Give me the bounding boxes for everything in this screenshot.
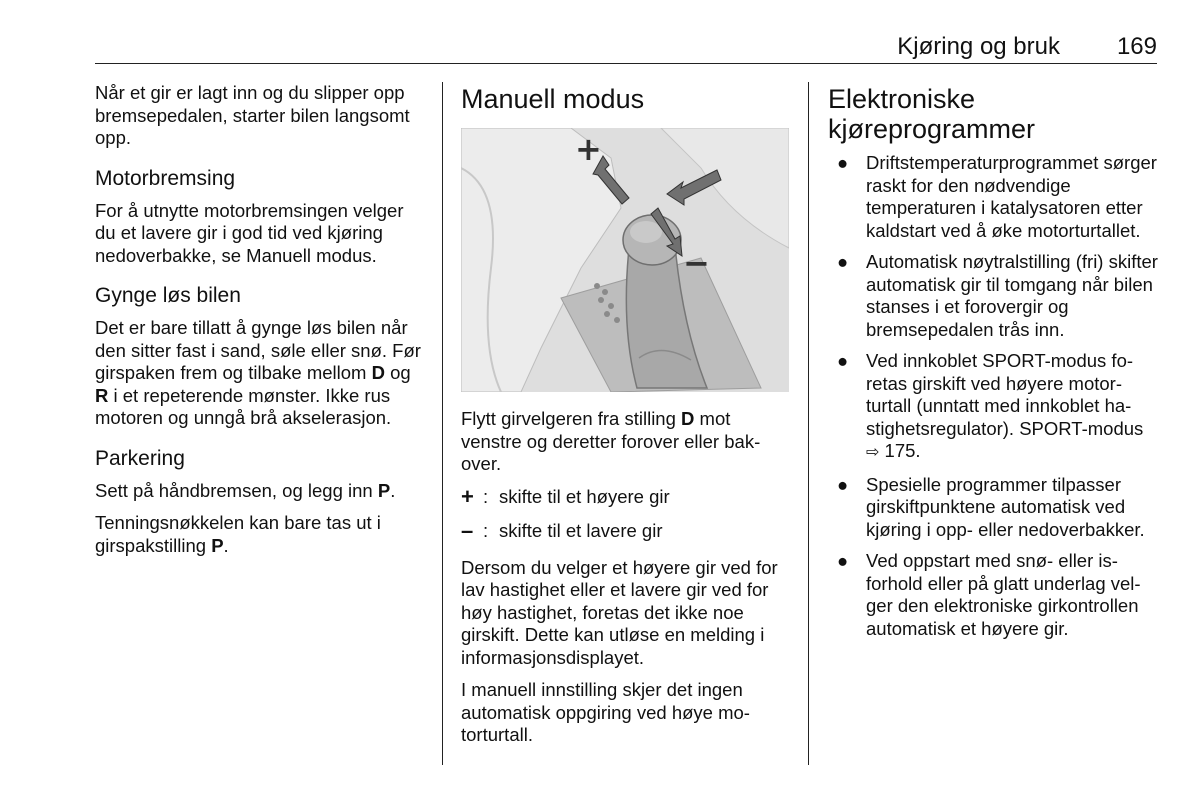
bullet-glyph: ● <box>837 350 849 371</box>
figure-minus-symbol: − <box>683 244 710 282</box>
figure-plus-symbol: + <box>575 130 602 168</box>
gear-key-p: P <box>377 479 391 501</box>
legend-text-plus: skifte til et høyere gir <box>499 485 670 507</box>
parkering-text-1: Sett på håndbremsen, og legg inn <box>95 479 378 501</box>
manual-paragraph-2: I manuell innstilling skjer det ingen automatisk oppgiring ved høye motorturtall. <box>461 679 750 745</box>
list-item-text: Spesielle programmer tilpasser girskiftpunktene automatisk ved kjøring i opp- eller nedoverbakker. <box>866 473 1145 540</box>
header-rule <box>95 63 1157 64</box>
parkering-end-2: . <box>223 534 229 556</box>
manual-paragraph-1: Dersom du velger et høyere gir ved for lav hastighet eller et lavere gir ved for høy hastighet, foretas det ikke noe girskift. Dette kan utløse en melding i informasjonsdisplayet. <box>461 556 778 668</box>
parkering-text-2: Tenningsnøkkelen kan bare tas ut i girspakstilling <box>95 512 381 556</box>
gynge-text-3: i et repeterende mønster. Ikke rus motoren og unngå brå akselerasjon. <box>95 384 392 428</box>
figure-caption <box>461 408 791 476</box>
bullet-glyph: ● <box>837 251 849 272</box>
caption-text-2: mot venstre og deretter forover eller bakover. <box>461 408 761 474</box>
column-divider-left <box>442 82 443 765</box>
motorbremsing-paragraph: For å utnytte motorbremsingen velger du et lavere gir i god tid ved kjøring nedoverbakke, se Manuell modus. <box>95 199 404 266</box>
parkering-paragraph-2 <box>95 512 425 557</box>
gear-key-p-2: P <box>211 534 224 556</box>
column-2 <box>461 82 791 757</box>
plus-symbol: + <box>461 483 474 509</box>
heading-motorbremsing: Motorbremsing <box>95 166 236 190</box>
heading-line-2: kjøreprogrammer <box>828 114 1036 144</box>
parkering-end-1: . <box>390 479 396 501</box>
program-list <box>828 152 1158 640</box>
list-item <box>828 350 1158 465</box>
heading-elektroniske <box>828 84 1158 144</box>
heading-manuell-modus: Manuell modus <box>461 84 645 114</box>
page-reference-arrow-icon: ⇨ <box>866 444 880 461</box>
gear-key-d-caption: D <box>681 408 695 429</box>
legend-row-plus <box>461 483 791 509</box>
gynge-paragraph <box>95 317 425 430</box>
legend-colon: : <box>483 520 489 541</box>
list-item <box>828 152 1158 242</box>
parkering-paragraph-1 <box>95 480 425 503</box>
gynge-text-1: Det er bare tillatt å gynge løs bilen når den sitter fast i sand, søle eller snø. Før girspaken frem og tilbake mellom <box>95 317 421 383</box>
page-number: 169 <box>1116 33 1157 60</box>
gear-selector-illustration <box>461 128 789 392</box>
legend-row-minus <box>461 520 791 543</box>
list-item-text: Ved oppstart med snø- eller isforhold eller på glatt underlag velger den elektroniske girkontrollen automatisk et høyere gir. <box>866 550 1141 639</box>
list-item-text: Driftstemperaturprogrammet sørger raskt for den nødvendige temperaturen i katalysatoren etter kaldstart ved å øke motorturtallet. <box>866 152 1157 241</box>
bullet-glyph: ● <box>837 550 849 571</box>
list-item <box>828 474 1158 542</box>
bullet-glyph: ● <box>837 473 849 495</box>
caption-text-1: Flytt girvelgeren fra stilling <box>461 408 682 429</box>
intro-paragraph: Når et gir er lagt inn og du slipper opp bremsepedalen, starter bilen langsomt opp. <box>95 82 410 148</box>
bullet-glyph: ● <box>837 152 849 173</box>
heading-gynge: Gynge løs bilen <box>95 284 241 307</box>
heading-parkering: Parkering <box>95 446 185 470</box>
heading-line-1: Elektroniske <box>828 84 976 114</box>
legend-text-minus: skifte til et lavere gir <box>499 520 663 541</box>
list-item-text: Automatisk nøytralstilling (fri) skifter automatisk gir til tomgang når bilen stanses i et forovergir og bremsepedalen trås inn. <box>866 251 1158 340</box>
list-item <box>828 251 1158 341</box>
minus-symbol: – <box>461 518 474 543</box>
column-1 <box>95 82 425 567</box>
running-head: Kjøring og bruk <box>897 33 1060 60</box>
gear-key-r: R <box>95 384 109 406</box>
column-3 <box>828 82 1158 649</box>
page-reference-link[interactable]: 175. <box>884 440 921 461</box>
column-divider-right <box>808 82 809 765</box>
legend-colon: : <box>483 485 489 507</box>
list-item-text: Ved innkoblet SPORT-modus foretas girskift ved høyere motorturtall (unntatt med innkoblet hastighetsregulator). SPORT-modus <box>866 350 1144 439</box>
gear-key-d: D <box>371 362 385 383</box>
gynge-text-2: og <box>384 362 411 383</box>
list-item <box>828 550 1158 640</box>
